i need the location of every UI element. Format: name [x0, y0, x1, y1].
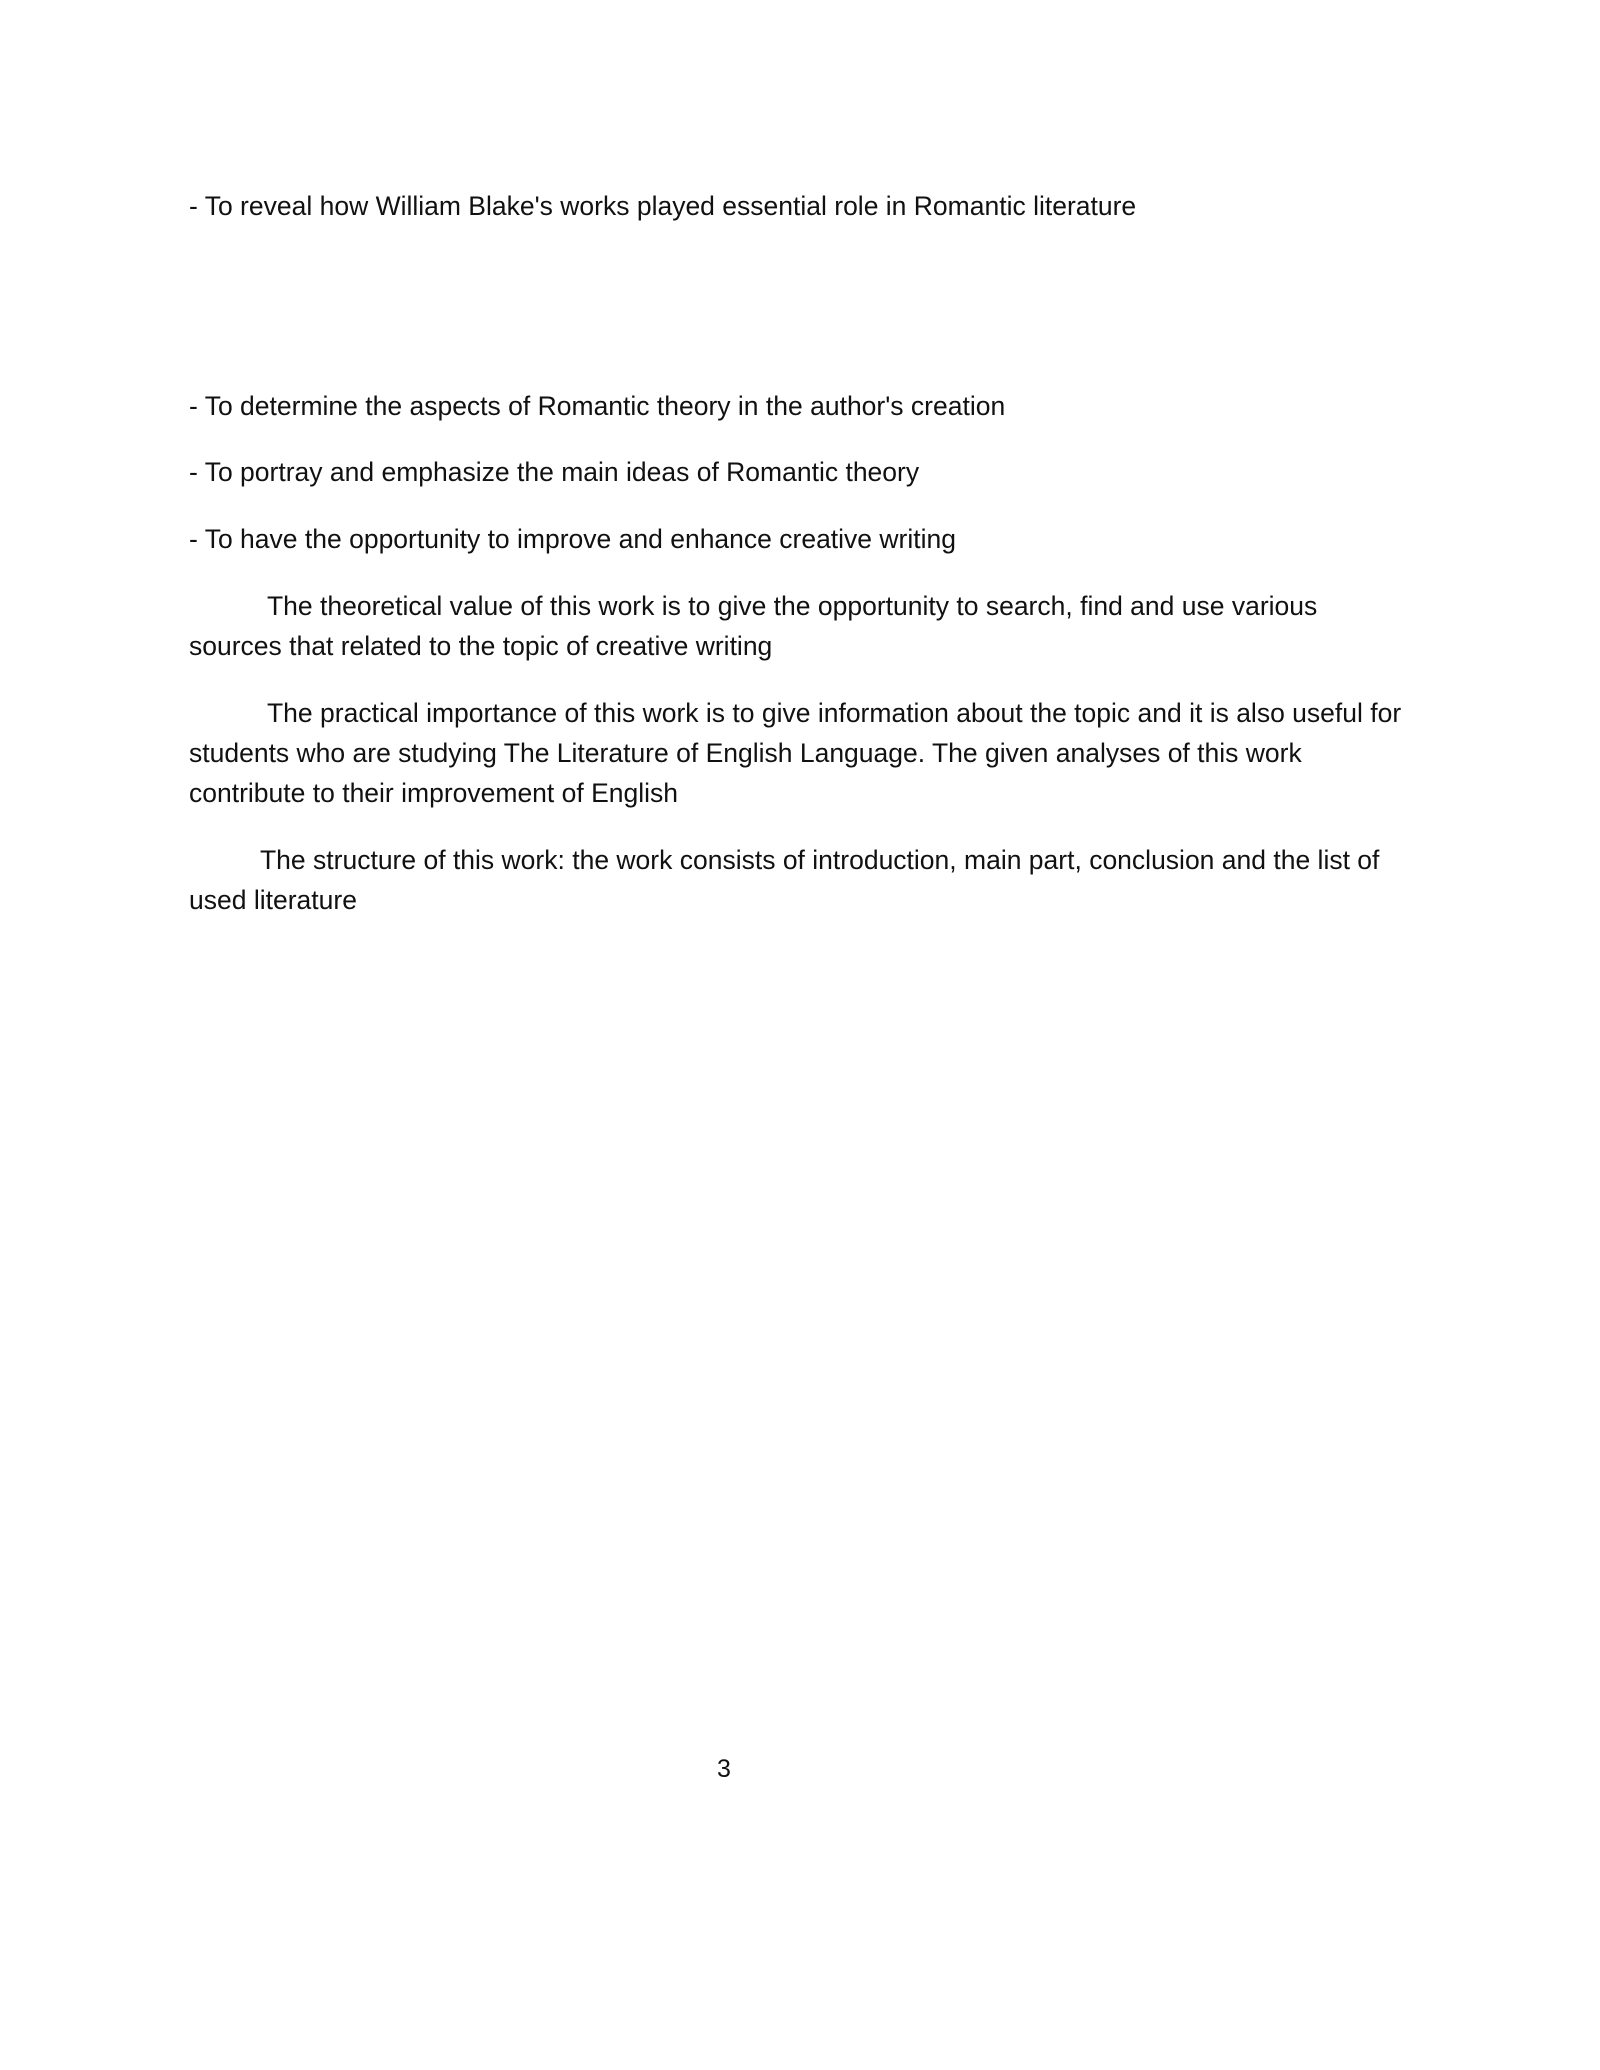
practical-importance-paragraph: The practical importance of this work is to give information about the topic and it is also useful for students who are studying The Literature of English Language. The given analyses of this work contribute to their improvement of English	[189, 698, 1402, 808]
structure-paragraph: The structure of this work: the work consists of introduction, main part, conclusion and the list of used literature	[189, 845, 1380, 915]
objective-line: - To portray and emphasize the main ideas of Romantic theory	[189, 457, 920, 487]
objective-line: - To have the opportunity to improve and enhance creative writing	[189, 524, 956, 554]
objective-line: - To determine the aspects of Romantic theory in the author's creation	[189, 391, 1006, 421]
page-number: 3	[717, 1755, 731, 1783]
objective-line: - To reveal how William Blake's works played essential role in Romantic literature	[189, 191, 1137, 221]
theoretical-value-paragraph: The theoretical value of this work is to give the opportunity to search, find and use various sources that related to the topic of creative writing	[189, 591, 1318, 661]
